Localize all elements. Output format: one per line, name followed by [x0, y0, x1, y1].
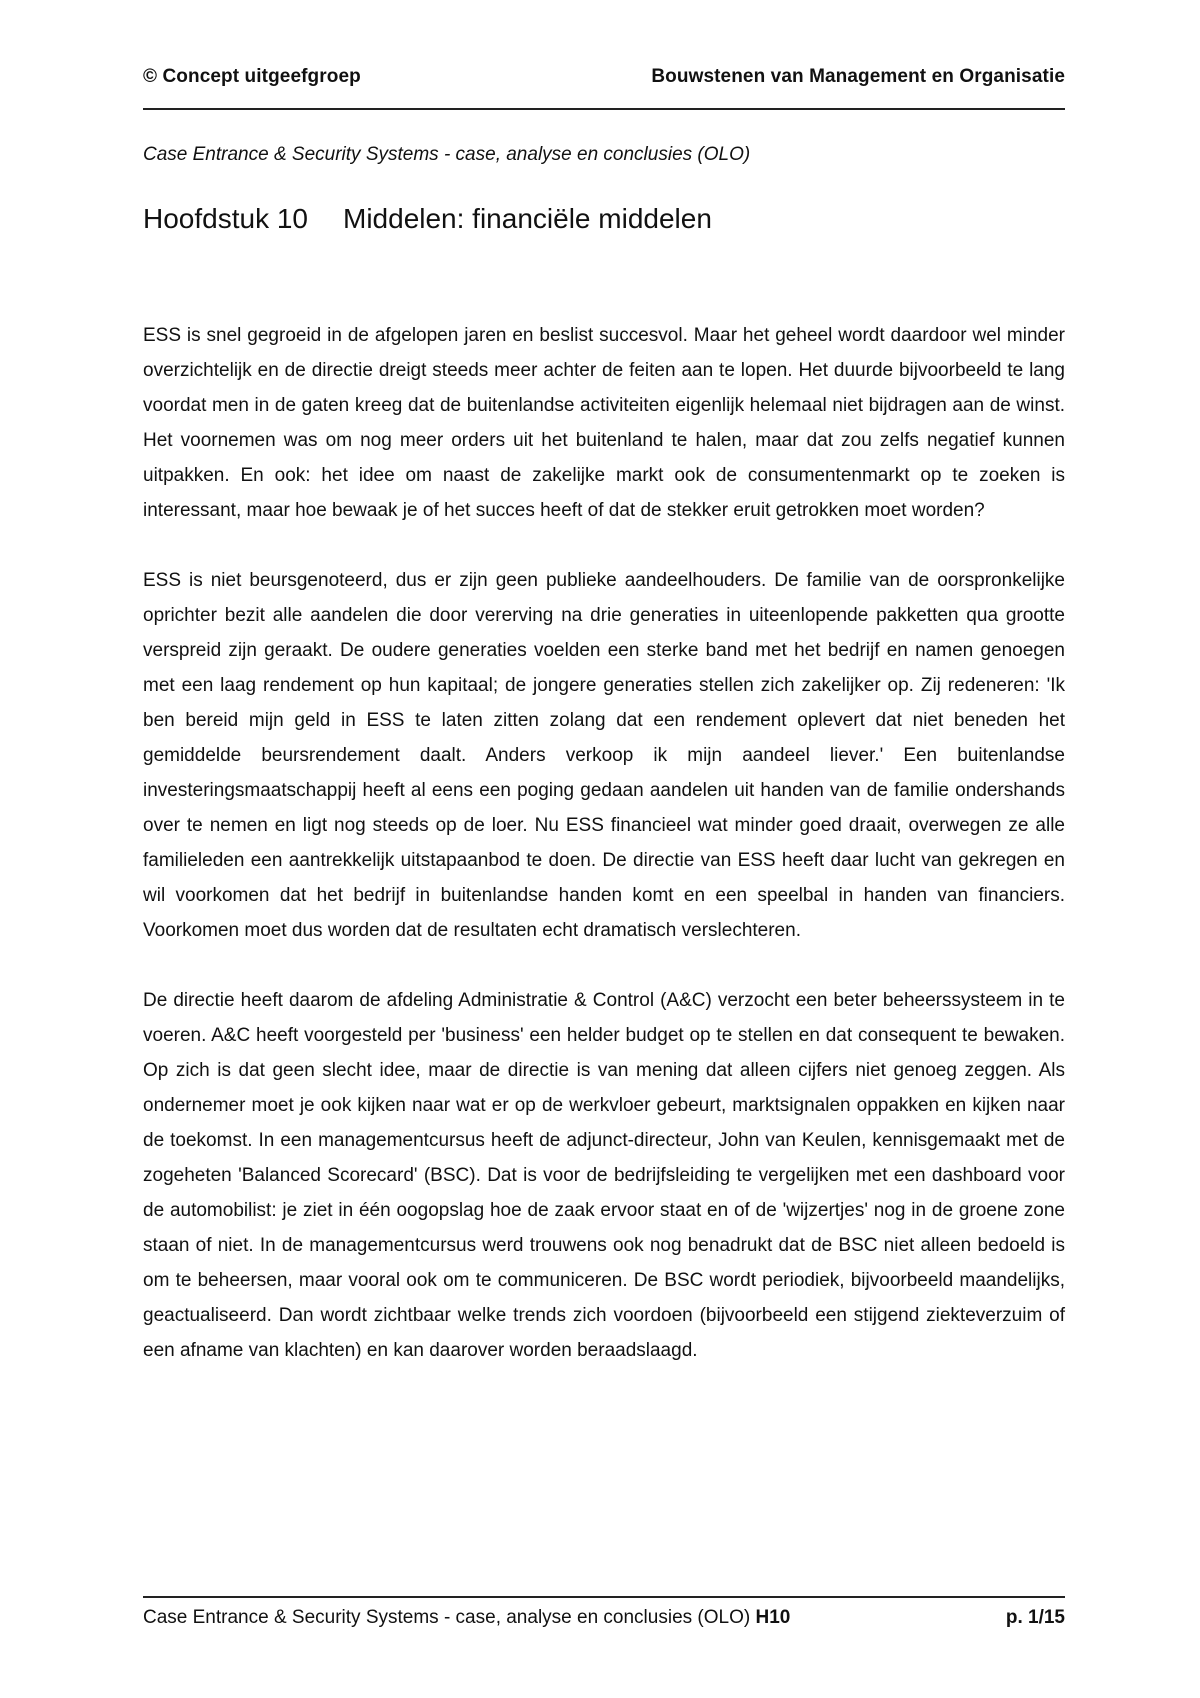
paragraph: De directie heeft daarom de afdeling Administratie & Control (A&C) verzocht een beter beheerssysteem in te voeren. A&C heeft voorgesteld per 'business' een helder budget op te stellen en dat consequent te bewaken. Op zich is dat geen slecht idee, maar de directie is van mening dat alleen cijfers niet genoeg zeggen. Als ondernemer moet je ook kijken naar wat er op de werkvloer gebeurt, marktsignalen oppakken en kijken naar de toekomst. In een managementcursus heeft de adjunct-directeur, John van Keulen, kennisgemaakt met de zogeheten 'Balanced Scorecard' (BSC). Dat is voor de bedrijfsleiding te vergelijken met een dashboard voor de automobilist: je ziet in één oogopslag hoe de zaak ervoor staat en of de 'wijzertjes' nog in de groene zone staan of niet. In de managementcursus werd trouwens ook nog benadrukt dat de BSC niet alleen bedoeld is om te beheersen, maar vooral ook om te communiceren. De BSC wordt periodiek, bijvoorbeeld maandelijks, geactualiseerd. Dan wordt zichtbaar welke trends zich voordoen (bijvoorbeeld een stijgend ziekteverzuim of een afname van klachten) en kan daarover worden beraadslaagd.	[143, 990, 1065, 1361]
page-footer	[143, 1596, 1065, 1630]
body-text	[143, 318, 1065, 1403]
chapter-heading	[143, 202, 1065, 236]
chapter-title: Middelen: financiële middelen	[343, 203, 712, 234]
page-number: p. 1/15	[1005, 1607, 1065, 1628]
paragraph: ESS is snel gegroeid in de afgelopen jaren en beslist succesvol. Maar het geheel wordt daardoor wel minder overzichtelijk en de directie dreigt steeds meer achter de feiten aan te lopen. Het duurde bijvoorbeeld te lang voordat men in de gaten kreeg dat de buitenlandse activiteiten eigenlijk helemaal niet bijdragen aan de winst. Het voornemen was om nog meer orders uit het buitenland te halen, maar dat zou zelfs negatief kunnen uitpakken. En ook: het idee om naast de zakelijke markt ook de consumentenmarkt op te zoeken is interessant, maar hoe bewaak je of het succes heeft of dat de stekker eruit getrokken moet worden?	[143, 325, 1065, 521]
paragraph: ESS is niet beursgenoteerd, dus er zijn geen publieke aandeelhouders. De familie van de oorspronkelijke oprichter bezit alle aandelen die door vererving na drie generaties in uiteenlopende pakketten qua grootte verspreid zijn geraakt. De oudere generaties voelden een sterke band met het bedrijf en namen genoegen met een laag rendement op hun kapitaal; de jongere generaties stellen zich zakelijker op. Zij redeneren: 'Ik ben bereid mijn geld in ESS te laten zitten zolang dat een rendement oplevert dat niet beneden het gemiddelde beursrendement daalt. Anders verkoop ik mijn aandeel liever.' Een buitenlandse investeringsmaatschappij heeft al eens een poging gedaan aandelen uit handen van de familie ondershands over te nemen en ligt nog steeds op de loer. Nu ESS financieel wat minder goed draait, overwegen ze alle familieleden een aantrekkelijk uitstapaanbod te doen. De directie van ESS heeft daar lucht van gekregen en wil voorkomen dat het bedrijf in buitenlandse handen komt en een speelbal in handen van financiers. Voorkomen moet dus worden dat de resultaten echt dramatisch verslechteren.	[143, 570, 1065, 941]
footer-title	[143, 1606, 790, 1630]
header-book-title: Bouwstenen van Management en Organisatie	[651, 66, 1065, 87]
footer-text: Case Entrance & Security Systems - case, analyse en conclusies (OLO)	[143, 1607, 756, 1628]
header-publisher: © Concept uitgeefgroep	[143, 66, 361, 87]
page-header	[143, 66, 1065, 110]
case-subtitle: Case Entrance & Security Systems - case, analyse en conclusies (OLO)	[143, 144, 751, 165]
chapter-number: Hoofdstuk 10	[143, 203, 308, 234]
footer-chapter-code: H10	[755, 1607, 791, 1628]
